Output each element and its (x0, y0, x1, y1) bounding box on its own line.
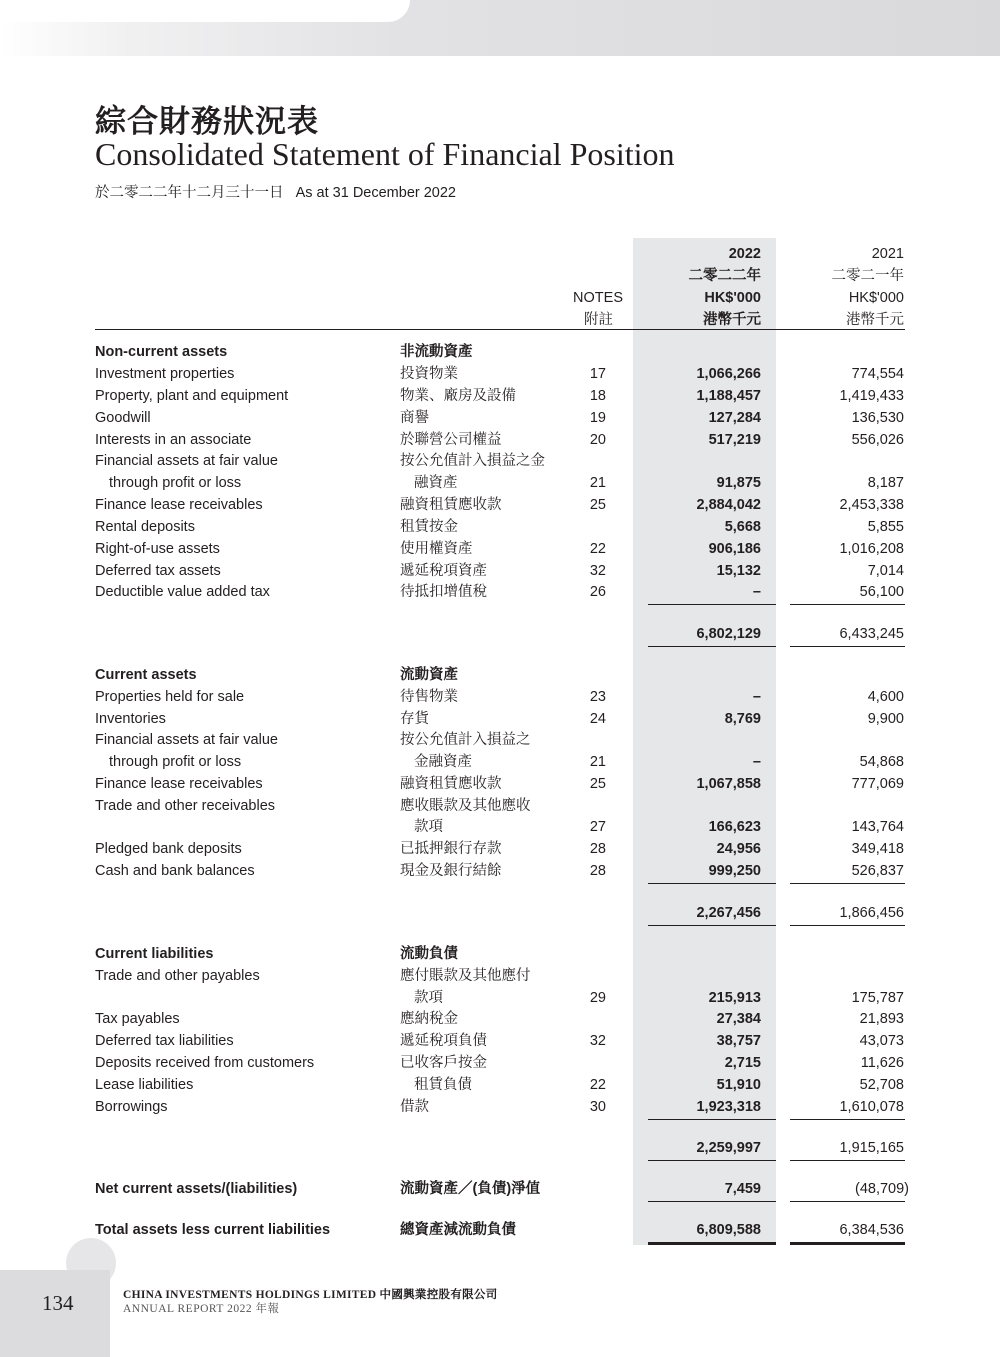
row-label-cn: 待售物業 (400, 689, 458, 705)
row-label-en: Trade and other receivables (95, 798, 276, 814)
row-note: 23 (589, 689, 606, 705)
section-heading-en: Non-current assets (95, 344, 228, 360)
subtotal-2021: 1,866,456 (839, 905, 904, 921)
value-2022: 15,132 (716, 563, 761, 579)
row-label-en: Investment properties (95, 366, 235, 382)
footer-company: CHINA INVESTMENTS HOLDINGS LIMITED 中國興業控股有限公司 (123, 1289, 498, 1301)
row-note: 17 (589, 366, 606, 382)
row-label-en: Borrowings (95, 1099, 168, 1115)
value-2021: 1,016,208 (839, 541, 904, 557)
value-2022: 6,809,588 (696, 1222, 761, 1238)
total-rule (790, 646, 905, 647)
value-2021: 5,855 (867, 519, 904, 535)
value-2021: 21,893 (859, 1011, 904, 1027)
value-2022: 1,066,266 (696, 366, 761, 382)
row-label-en: Inventories (95, 711, 166, 727)
value-2022: 38,757 (716, 1033, 761, 1049)
row-label-cn: 融資產 (414, 475, 458, 491)
total-rule (648, 646, 776, 647)
row-label-en: Right-of-use assets (95, 541, 220, 557)
row-note: 28 (589, 841, 606, 857)
value-2021: 43,073 (859, 1033, 904, 1049)
row-label-cn: 借款 (400, 1099, 429, 1115)
row-label-cn: 按公允值計入損益之 (400, 732, 531, 748)
row-note: 32 (589, 1033, 606, 1049)
value-2021: 175,787 (851, 990, 904, 1006)
row-note: 30 (589, 1099, 606, 1115)
value-2021: 6,384,536 (839, 1222, 904, 1238)
value-2021: 4,600 (867, 689, 904, 705)
row-note: 27 (589, 819, 606, 835)
statement-date-en: As at 31 December 2022 (295, 185, 456, 201)
row-label-cn: 存貨 (400, 711, 429, 727)
value-2022: 24,956 (716, 841, 761, 857)
header-rule (95, 329, 905, 330)
total-rule (648, 883, 776, 884)
value-2021: 136,530 (851, 410, 904, 426)
row-label-en: Cash and bank balances (95, 863, 255, 879)
value-2022: 7,459 (724, 1181, 761, 1197)
value-2021: 1,610,078 (839, 1099, 904, 1115)
value-2021: 56,100 (859, 584, 904, 600)
row-label-en: Finance lease receivables (95, 497, 263, 513)
section-heading-cn: 流動負債 (400, 946, 458, 962)
value-2022: – (752, 689, 761, 705)
value-2021: 143,764 (851, 819, 904, 835)
row-note: 32 (589, 563, 606, 579)
prior-year-unit: HK$'000 (848, 290, 904, 306)
row-note: 22 (589, 541, 606, 557)
row-note: 24 (589, 711, 606, 727)
row-label-cn: 已收客戶按金 (400, 1055, 487, 1071)
row-label-en: Properties held for sale (95, 689, 245, 705)
subtotal-2021: 1,915,165 (839, 1140, 904, 1156)
section-heading-en: Net current assets/(liabilities) (95, 1181, 298, 1197)
value-2022: 215,913 (708, 990, 761, 1006)
row-label-cn: 使用權資產 (400, 541, 473, 557)
row-label-en: Deductible value added tax (95, 584, 270, 600)
row-label-en: Tax payables (95, 1011, 180, 1027)
row-note: 28 (589, 863, 606, 879)
row-note: 18 (589, 388, 606, 404)
prior-year-unit-cn: 港幣千元 (846, 312, 904, 328)
value-2022: 5,668 (724, 519, 761, 535)
row-label-cn: 商譽 (400, 410, 429, 426)
section-heading-en: Current assets (95, 667, 197, 683)
notes-header-cn: 附註 (584, 312, 613, 328)
value-2022: 2,715 (724, 1055, 761, 1071)
row-label-cn: 應付賬款及其他應付 (400, 968, 531, 984)
total-rule (790, 883, 905, 884)
value-2021: 9,900 (867, 711, 904, 727)
section-heading-en: Total assets less current liabilities (95, 1222, 331, 1238)
value-2021: 349,418 (851, 841, 904, 857)
value-2022: 517,219 (708, 432, 761, 448)
row-label-en: Property, plant and equipment (95, 388, 289, 404)
row-note: 22 (589, 1077, 606, 1093)
row-note: 29 (589, 990, 606, 1006)
value-2022: 999,250 (708, 863, 761, 879)
value-2021: 52,708 (859, 1077, 904, 1093)
current-year-unit-cn: 港幣千元 (703, 312, 761, 328)
value-2021: 1,419,433 (839, 388, 904, 404)
row-label-en: Deposits received from customers (95, 1055, 315, 1071)
prior-year-header-cn: 二零二一年 (831, 268, 904, 284)
value-2021: (48,709) (854, 1181, 909, 1197)
value-2022: – (752, 584, 761, 600)
current-year-header: 2022 (728, 246, 761, 262)
value-2021: 777,069 (851, 776, 904, 792)
value-2021: 774,554 (851, 366, 904, 382)
subtotal-2022: 6,802,129 (696, 626, 761, 642)
total-rule (648, 1119, 776, 1120)
footer-report: ANNUAL REPORT 2022 年報 (123, 1303, 280, 1315)
row-label-cn: 於聯營公司權益 (400, 432, 502, 448)
double-underline (648, 1242, 776, 1245)
statement-date-cn: 於二零二二年十二月三十一日 (95, 185, 284, 201)
row-label-en: Pledged bank deposits (95, 841, 242, 857)
row-label-cn: 應納稅金 (400, 1011, 458, 1027)
row-label-en: Deferred tax assets (95, 563, 221, 579)
row-label-en: Lease liabilities (95, 1077, 194, 1093)
row-label-en: Financial assets at fair value (95, 732, 278, 748)
prior-year-header: 2021 (871, 246, 904, 262)
row-label-en: Goodwill (95, 410, 151, 426)
total-rule (648, 925, 776, 926)
value-2022: 1,067,858 (696, 776, 761, 792)
page-number: 134 (42, 1291, 74, 1315)
section-heading-cn: 流動資產／(負債)淨值 (400, 1181, 541, 1197)
current-year-unit: HK$'000 (704, 290, 761, 306)
value-2022: 8,769 (724, 711, 761, 727)
row-label-en: Interests in an associate (95, 432, 252, 448)
value-2021: 8,187 (867, 475, 904, 491)
value-2022: 1,923,318 (696, 1099, 761, 1115)
row-label-cn: 待抵扣增值稅 (400, 584, 487, 600)
row-note: 26 (589, 584, 606, 600)
value-2021: 526,837 (851, 863, 904, 879)
value-2021: 2,453,338 (839, 497, 904, 513)
value-2021: 7,014 (867, 563, 904, 579)
row-label-cn: 款項 (414, 990, 443, 1006)
row-label-cn: 金融資產 (414, 754, 472, 770)
page-title-cn: 綜合財務狀況表 (95, 104, 319, 140)
row-label-cn: 物業、廠房及設備 (400, 388, 516, 404)
current-year-header-cn: 二零二二年 (688, 268, 761, 284)
row-label-cn: 應收賬款及其他應收 (400, 798, 531, 814)
double-underline (790, 1242, 905, 1245)
section-heading-cn: 總資產減流動負債 (400, 1222, 516, 1238)
total-rule (648, 1160, 776, 1161)
row-label-en: through profit or loss (109, 475, 242, 491)
value-2021: 11,626 (860, 1055, 904, 1071)
value-2022: 127,284 (708, 410, 761, 426)
value-2021: 54,868 (859, 754, 904, 770)
value-2022: 51,910 (716, 1077, 761, 1093)
value-2022: 2,884,042 (696, 497, 761, 513)
row-label-en: Finance lease receivables (95, 776, 263, 792)
total-rule (790, 1201, 905, 1202)
page-title-en: Consolidated Statement of Financial Position (95, 136, 675, 172)
row-label-cn: 已抵押銀行存款 (400, 841, 502, 857)
value-2022: 166,623 (708, 819, 761, 835)
row-label-cn: 租賃按金 (400, 519, 458, 535)
row-label-cn: 款項 (414, 819, 443, 835)
total-rule (648, 1201, 776, 1202)
value-2022: 91,875 (716, 475, 761, 491)
section-heading-en: Current liabilities (95, 946, 214, 962)
total-rule (790, 925, 905, 926)
row-label-en: through profit or loss (109, 754, 242, 770)
total-rule (790, 604, 905, 605)
value-2021: 556,026 (851, 432, 904, 448)
row-label-cn: 融資租賃應收款 (400, 497, 502, 513)
notes-header: NOTES (573, 290, 623, 306)
value-2022: 1,188,457 (696, 388, 761, 404)
row-label-cn: 遞延稅項資產 (400, 563, 487, 579)
row-note: 25 (589, 776, 606, 792)
row-note: 21 (589, 754, 606, 770)
row-label-cn: 融資租賃應收款 (400, 776, 502, 792)
value-2022: – (752, 754, 761, 770)
section-heading-cn: 非流動資產 (400, 344, 473, 360)
row-label-en: Rental deposits (95, 519, 195, 535)
total-rule (790, 1119, 905, 1120)
row-label-cn: 按公允值計入損益之金 (400, 453, 545, 469)
subtotal-2022: 2,267,456 (696, 905, 761, 921)
row-label-cn: 租賃負債 (414, 1077, 472, 1093)
row-note: 25 (589, 497, 606, 513)
row-label-cn: 遞延稅項負債 (400, 1033, 487, 1049)
row-label-en: Deferred tax liabilities (95, 1033, 234, 1049)
subtotal-2022: 2,259,997 (696, 1140, 761, 1156)
subtotal-2021: 6,433,245 (839, 626, 904, 642)
row-note: 20 (589, 432, 606, 448)
row-note: 19 (589, 410, 606, 426)
value-2022: 27,384 (716, 1011, 761, 1027)
row-label-cn: 現金及銀行結餘 (400, 863, 502, 879)
row-label-cn: 投資物業 (400, 366, 458, 382)
row-label-en: Trade and other payables (95, 968, 260, 984)
statement-date (95, 181, 456, 202)
row-note: 21 (589, 475, 606, 491)
top-decorative-band (0, 0, 1000, 56)
total-rule (648, 604, 776, 605)
value-2022: 906,186 (708, 541, 761, 557)
row-label-en: Financial assets at fair value (95, 453, 278, 469)
total-rule (790, 1160, 905, 1161)
section-heading-cn: 流動資產 (400, 667, 458, 683)
